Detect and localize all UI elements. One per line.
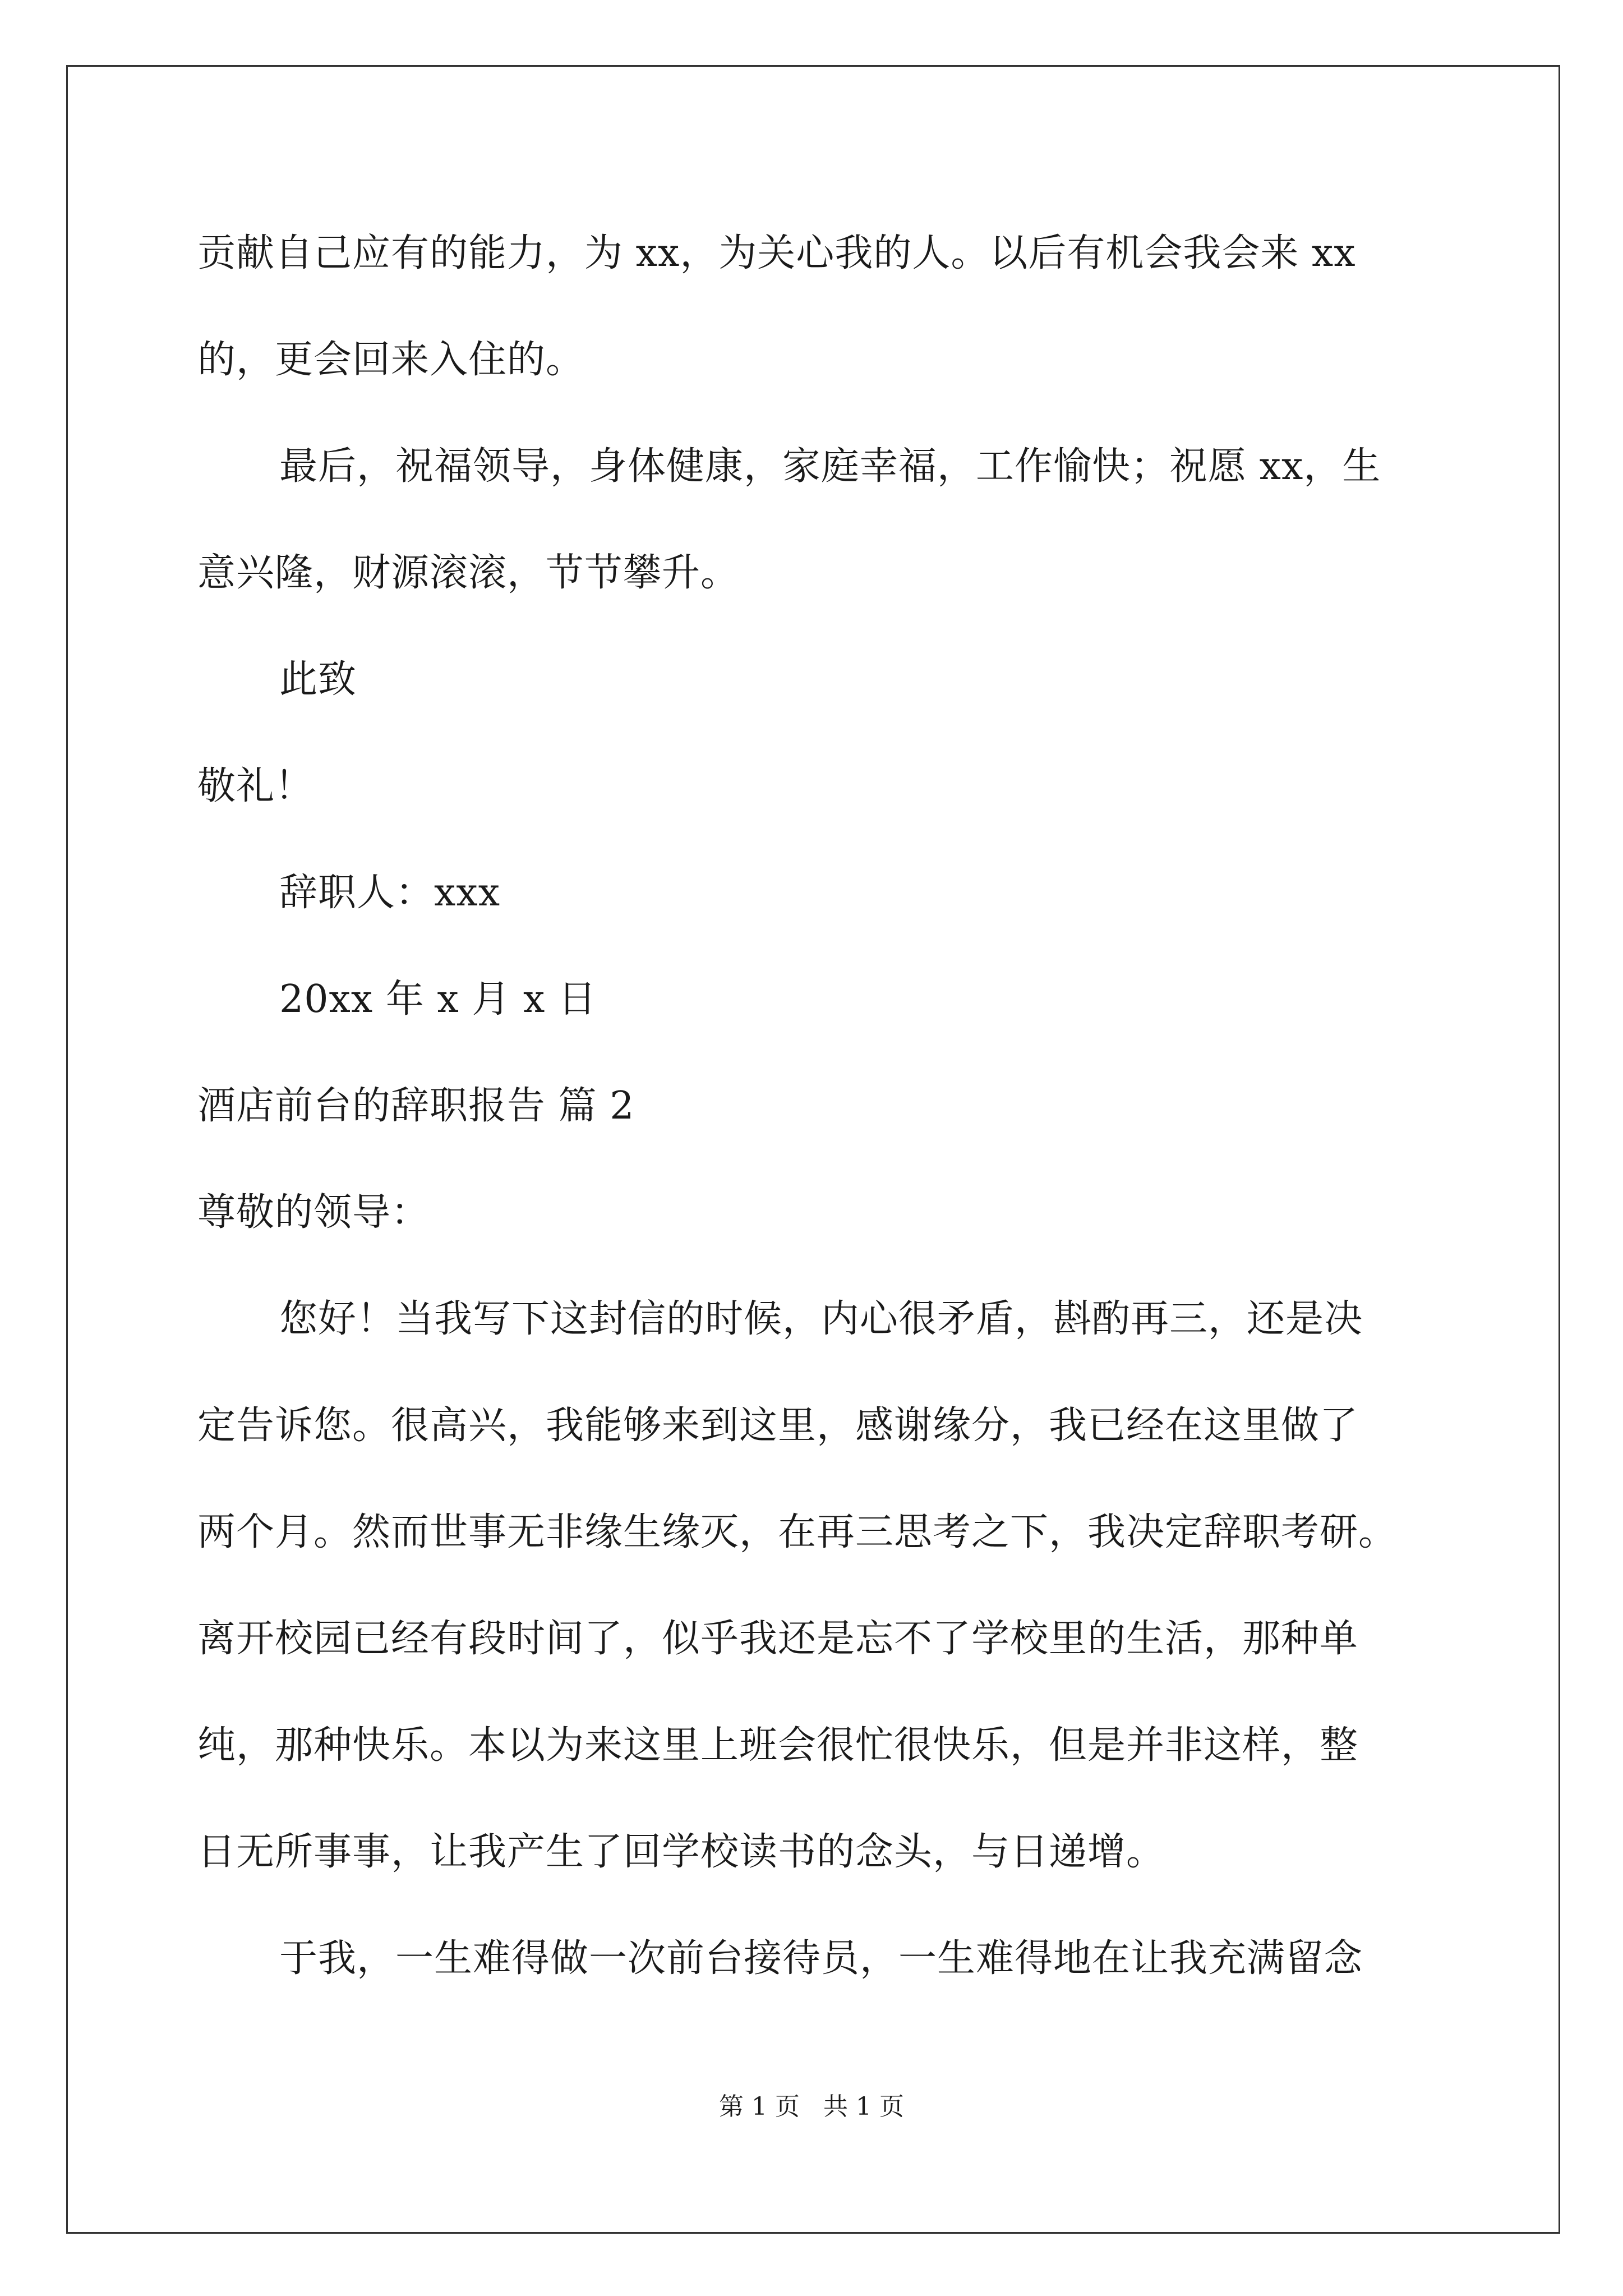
body-line-4: 意兴隆，财源滚滚，节节攀升。 — [197, 551, 740, 595]
salutation: 尊敬的领导： — [197, 1190, 430, 1235]
body-line-14: 离开校园已经有段时间了，似乎我还是忘不了学校里的生活，那种单 — [197, 1617, 1359, 1661]
signature-date: 20xx 年 x 月 x 日 — [279, 977, 597, 1022]
body-line-12: 定告诉您。很高兴，我能够来到这里，感谢缘分，我已经在这里做了 — [197, 1404, 1359, 1448]
closing-jingli: 敬礼！ — [197, 764, 314, 808]
page-border — [66, 65, 1560, 2234]
body-line-15: 纯，那种快乐。本以为来这里上班会很忙很快乐，但是并非这样，整 — [197, 1723, 1359, 1768]
closing-cizhi: 此致 — [279, 657, 357, 702]
body-line-2: 的，更会回来入住的。 — [197, 338, 585, 382]
section-heading: 酒店前台的辞职报告 篇 2 — [197, 1084, 635, 1128]
signature-name: 辞职人：xxx — [279, 871, 501, 915]
paragraph-blessing: 最后，祝福领导，身体健康，家庭幸福，工作愉快；祝愿 xx，生 — [279, 444, 1381, 489]
page-footer: 第 1 页 共 1 页 — [719, 2092, 904, 2121]
paragraph-greeting: 您好！当我写下这封信的时候，内心很矛盾，斟酌再三，还是决 — [279, 1297, 1363, 1341]
body-line-13: 两个月。然而世事无非缘生缘灭，在再三思考之下，我决定辞职考研。 — [197, 1510, 1398, 1554]
paragraph-closing-start: 于我，一生难得做一次前台接待员，一生难得地在让我充满留念 — [279, 1936, 1363, 1981]
body-line-16: 日无所事事，让我产生了回学校读书的念头，与日递增。 — [197, 1830, 1165, 1874]
body-line-1: 贡献自己应有的能力，为 xx，为关心我的人。以后有机会我会来 xx — [197, 231, 1356, 275]
